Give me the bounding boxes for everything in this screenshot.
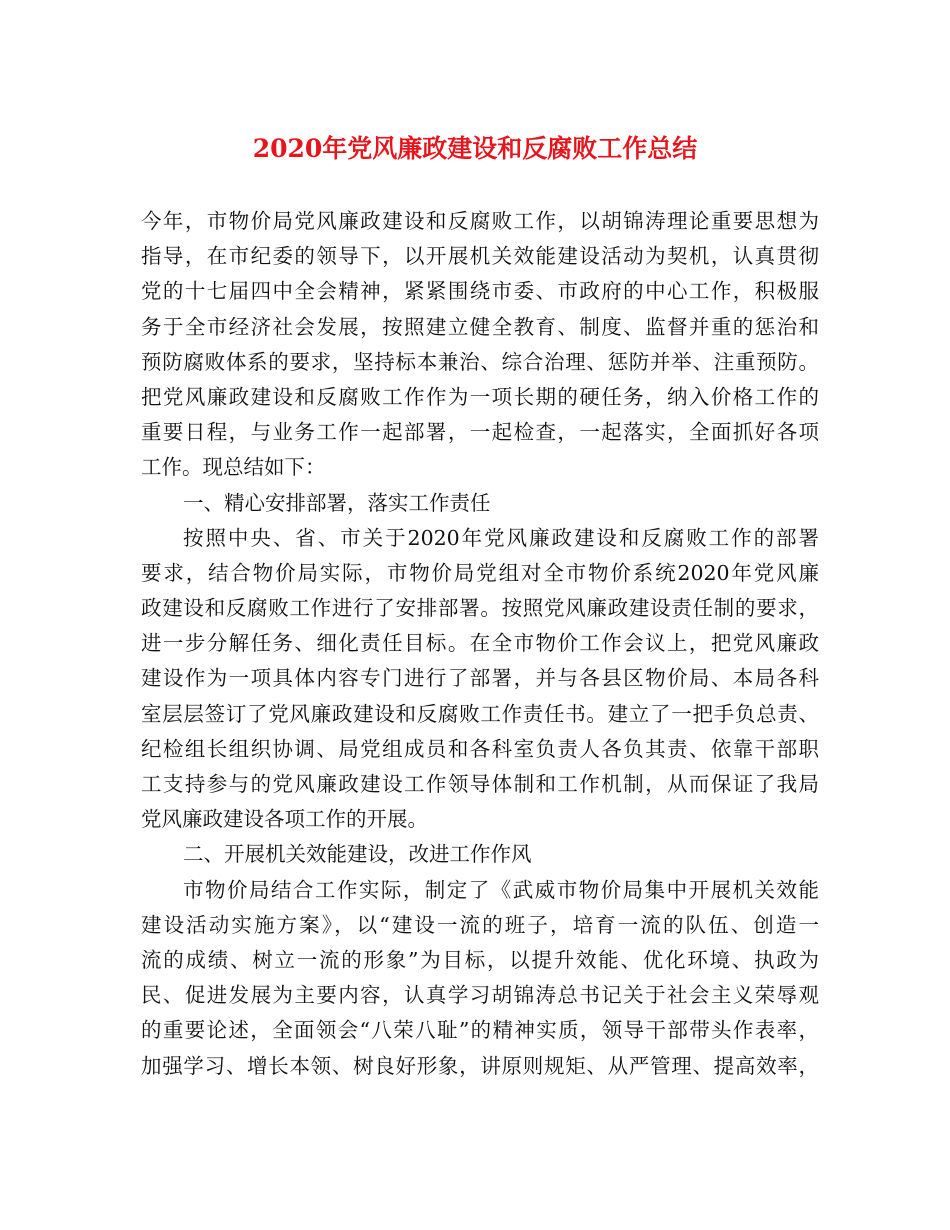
body-line: 政建设和反腐败工作进行了安排部署。按照党风廉政建设责任制的要求， (141, 596, 819, 621)
body-line: 建设作为一项具体内容专门进行了部署，并与各县区物价局、本局各科 (141, 666, 819, 691)
body-line: 工支持参与的党风廉政建设工作领导体制和工作机制，从而保证了我局 (141, 772, 819, 796)
body-line: 工作。现总结如下： (141, 455, 326, 480)
body-line: 把党风廉政建设和反腐败工作作为一项长期的硬任务，纳入价格工作的 (141, 384, 819, 409)
body-line: 二、开展机关效能建设，改进工作作风 (183, 842, 532, 867)
body-line: 党风廉政建设各项工作的开展。 (141, 807, 428, 832)
body-line: 室层层签订了党风廉政建设和反腐败工作责任书。建立了一把手负总责、 (141, 701, 819, 726)
body-line: 纪检组长组织协调、局党组成员和各科室负责人各负其责、依靠干部职 (141, 736, 819, 761)
body-line: 加强学习、增长本领、树良好形象，讲原则规矩、从严管理、提高效率， (141, 1053, 819, 1078)
body-line: 按照中央、省、市关于2020年党风廉政建设和反腐败工作的部署 (183, 525, 819, 550)
body-line: 重要日程，与业务工作一起部署，一起检查，一起落实，全面抓好各项 (141, 420, 819, 445)
body-line: 市物价局结合工作实际，制定了《武威市物价局集中开展机关效能 (183, 877, 819, 902)
body-line: 建设活动实施方案》，以“建设一流的班子，培育一流的队伍、创造一 (141, 912, 819, 937)
body-line: 流的成绩、树立一流的形象”为目标，以提升效能、优化环境、执政为 (141, 947, 819, 972)
body-line: 进一步分解任务、细化责任目标。在全市物价工作会议上，把党风廉政 (141, 631, 819, 656)
body-line: 今年，市物价局党风廉政建设和反腐败工作，以胡锦涛理论重要思想为 (141, 209, 819, 233)
body-line: 务于全市经济社会发展，按照建立健全教育、制度、监督并重的惩治和 (141, 314, 819, 339)
document-title: 2020年党风廉政建设和反腐败工作总结 (252, 134, 698, 163)
body-line: 指导，在市纪委的领导下，以开展机关效能建设活动为契机，认真贯彻 (141, 244, 819, 269)
document-body (141, 204, 819, 1084)
body-line: 民、促进发展为主要内容，认真学习胡锦涛总书记关于社会主义荣辱观 (141, 983, 819, 1008)
body-line: 预防腐败体系的要求，坚持标本兼治、综合治理、惩防并举、注重预防。 (141, 349, 819, 374)
body-line: 党的十七届四中全会精神，紧紧围绕市委、市政府的中心工作，积极服 (141, 279, 819, 304)
body-line: 一、精心安排部署，落实工作责任 (183, 490, 491, 515)
body-line: 的重要论述，全面领会“八荣八耻”的精神实质，领导干部带头作表率， (141, 1018, 819, 1043)
body-line: 要求，结合物价局实际，市物价局党组对全市物价系统2020年党风廉 (141, 560, 819, 585)
